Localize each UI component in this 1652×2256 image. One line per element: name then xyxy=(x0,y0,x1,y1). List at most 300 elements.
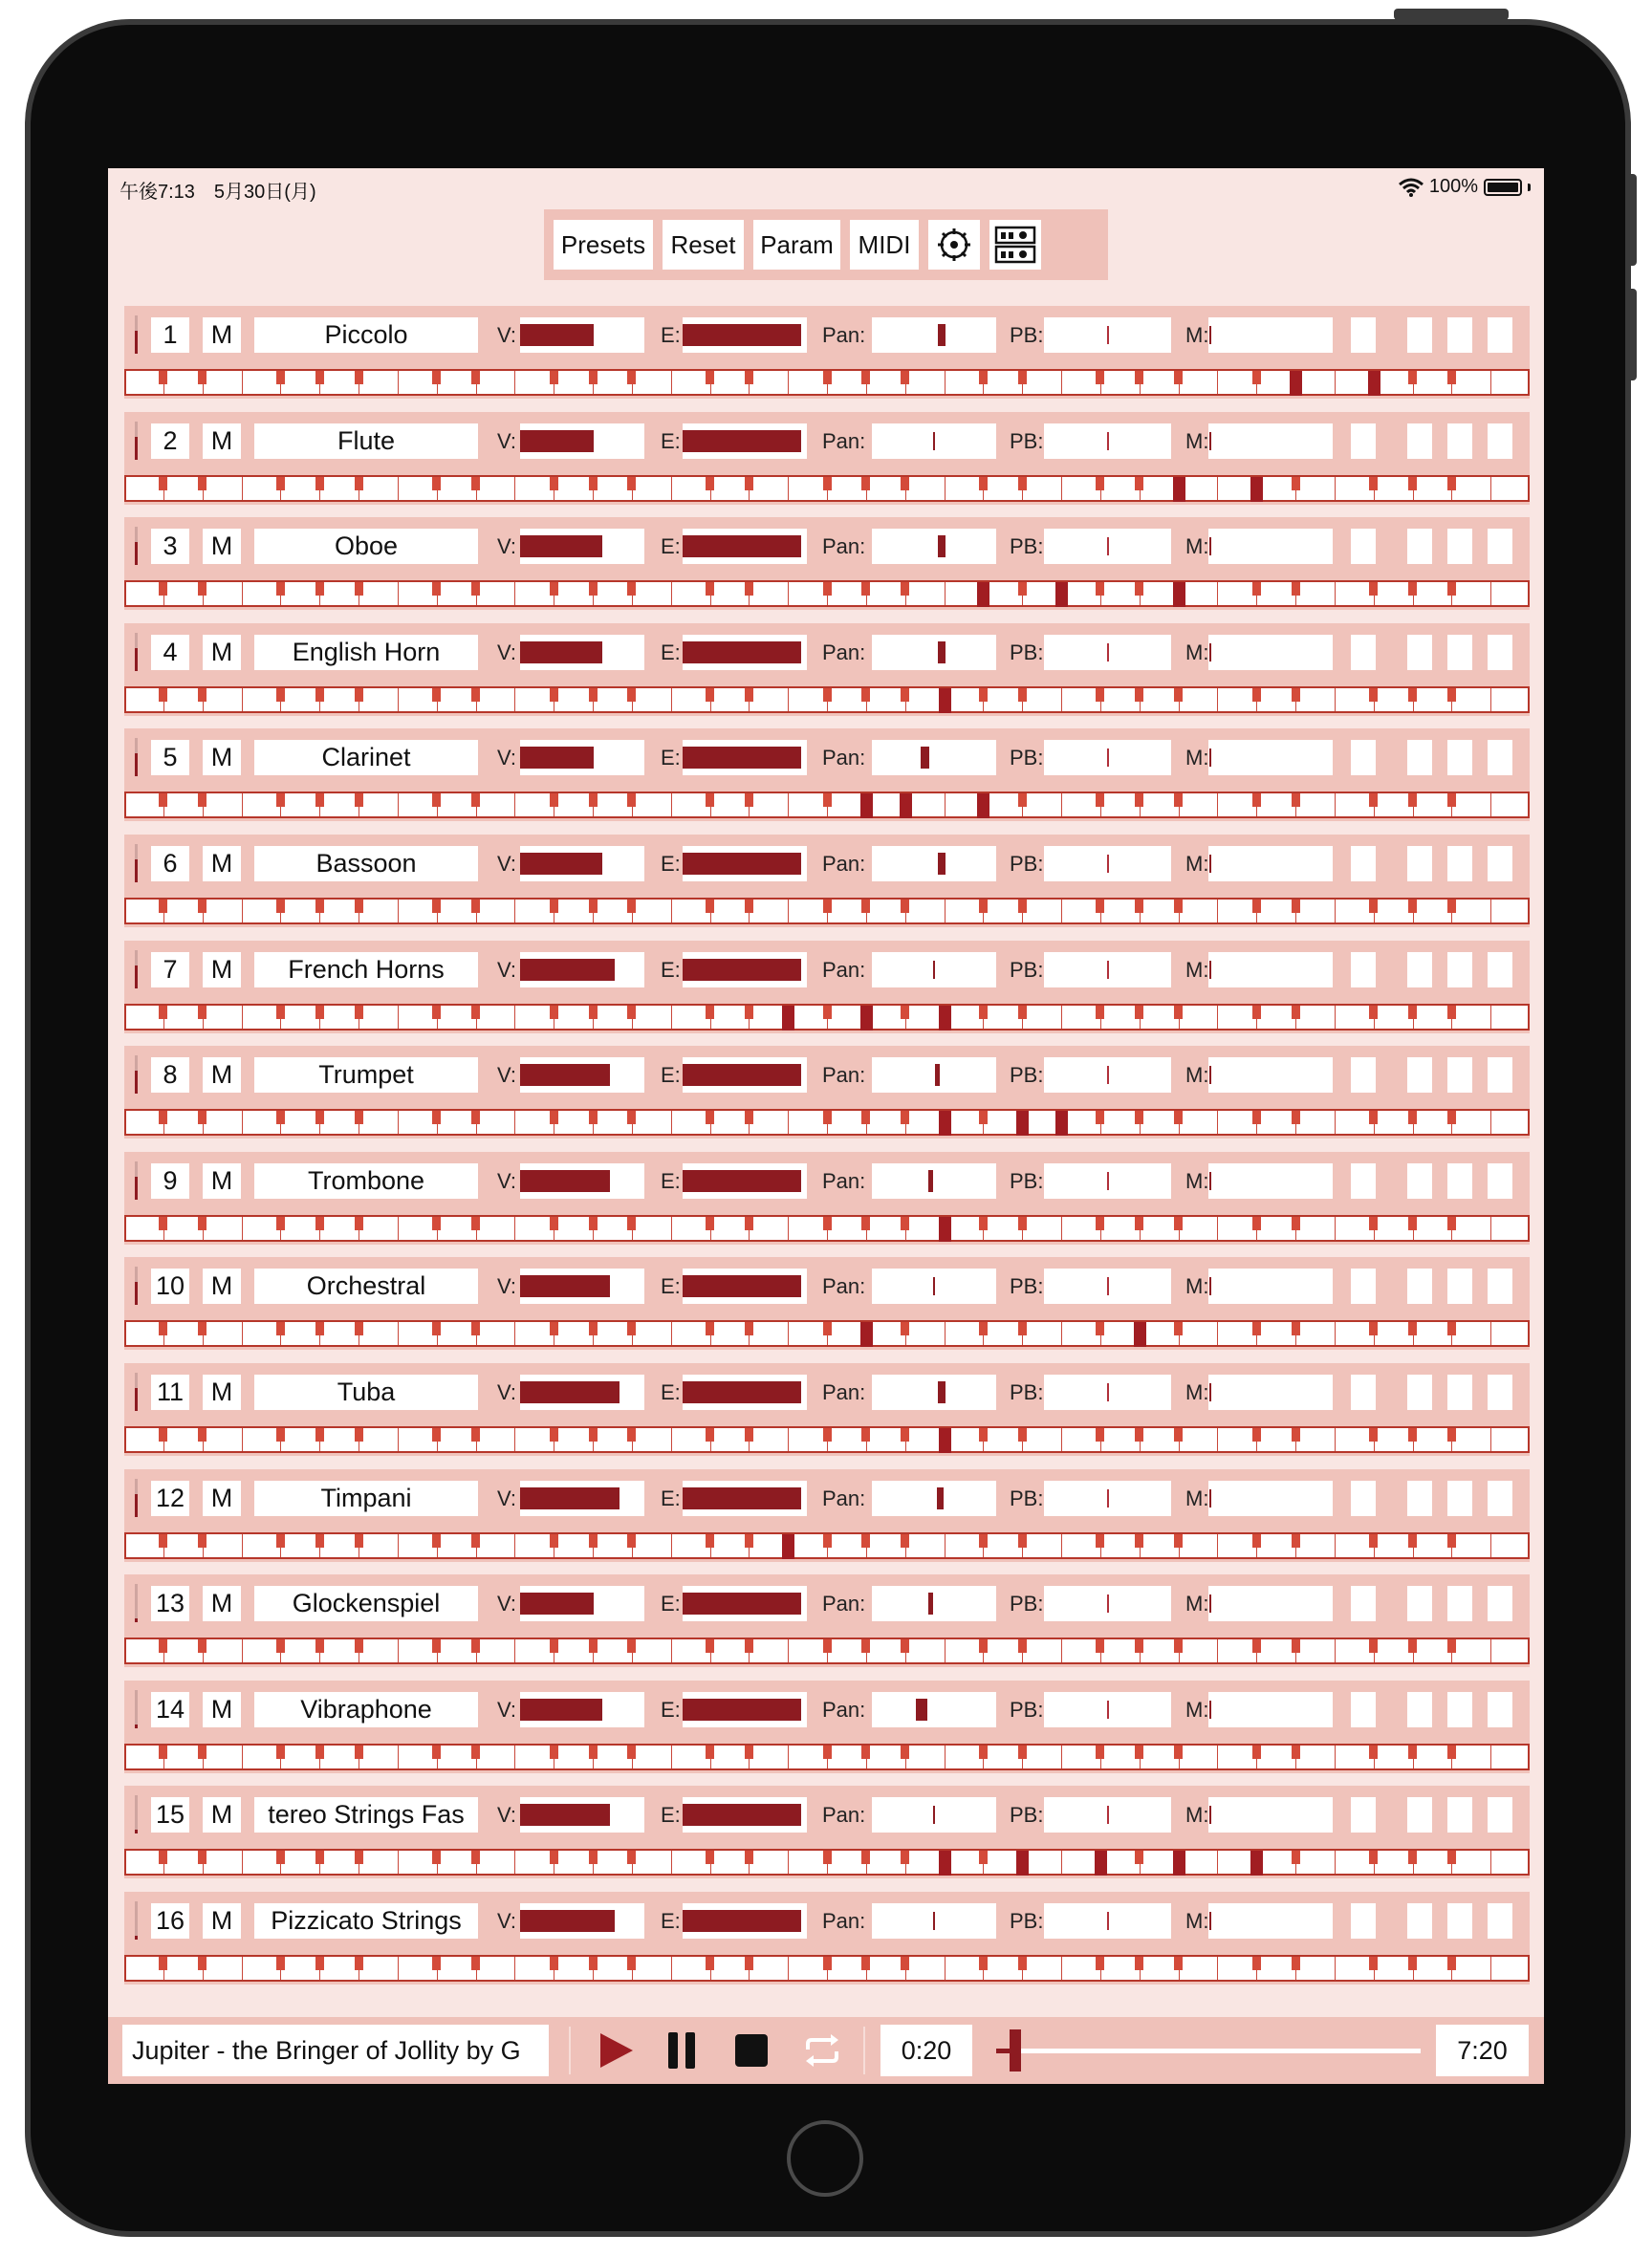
expression-slider[interactable] xyxy=(683,1163,807,1199)
modulation-slider[interactable] xyxy=(1208,1163,1333,1199)
black-key[interactable] xyxy=(471,1746,480,1759)
black-key[interactable] xyxy=(198,1006,206,1019)
black-key[interactable] xyxy=(979,1217,988,1230)
black-key[interactable] xyxy=(1369,688,1378,702)
track-option-box[interactable] xyxy=(1351,1797,1376,1833)
black-key[interactable] xyxy=(198,1111,206,1124)
black-key[interactable] xyxy=(550,1746,558,1759)
instrument-name[interactable]: Oboe xyxy=(254,529,478,564)
black-key[interactable] xyxy=(1096,1006,1104,1019)
black-key[interactable] xyxy=(1096,1534,1104,1548)
track-option-box[interactable] xyxy=(1447,1692,1472,1727)
black-key[interactable] xyxy=(627,1957,636,1970)
black-key[interactable] xyxy=(706,1111,714,1124)
black-key[interactable] xyxy=(432,1217,441,1230)
black-key[interactable] xyxy=(1252,688,1261,702)
black-key[interactable] xyxy=(1135,477,1143,490)
black-key[interactable] xyxy=(1252,1639,1261,1653)
pitch-bend-slider[interactable] xyxy=(1044,1057,1171,1093)
black-key[interactable] xyxy=(198,1851,206,1864)
piano-keyboard[interactable] xyxy=(124,1744,1530,1770)
black-key[interactable] xyxy=(276,1534,285,1548)
black-key[interactable] xyxy=(861,1639,870,1653)
black-key[interactable] xyxy=(1096,793,1104,807)
black-key[interactable] xyxy=(198,1957,206,1970)
expression-slider[interactable] xyxy=(683,317,807,353)
black-key[interactable] xyxy=(1135,688,1143,702)
black-key[interactable] xyxy=(745,477,753,490)
black-key[interactable] xyxy=(276,477,285,490)
track-option-box[interactable] xyxy=(1488,423,1512,459)
black-key[interactable] xyxy=(823,688,832,702)
black-key[interactable] xyxy=(745,793,753,807)
track-option-box[interactable] xyxy=(1351,740,1376,775)
black-key[interactable] xyxy=(355,688,363,702)
modulation-slider[interactable] xyxy=(1208,1375,1333,1410)
black-key[interactable] xyxy=(589,477,598,490)
expression-slider[interactable] xyxy=(683,1481,807,1516)
pan-slider[interactable] xyxy=(872,1269,996,1304)
black-key[interactable] xyxy=(315,1639,324,1653)
track-option-box[interactable] xyxy=(1351,846,1376,881)
pitch-bend-slider[interactable] xyxy=(1044,423,1171,459)
black-key[interactable] xyxy=(1447,900,1456,913)
pitch-bend-slider[interactable] xyxy=(1044,1797,1171,1833)
black-key[interactable] xyxy=(198,477,206,490)
black-key[interactable] xyxy=(979,688,988,702)
track-option-box[interactable] xyxy=(1351,1903,1376,1939)
track-option-box[interactable] xyxy=(1407,1481,1432,1516)
black-key[interactable] xyxy=(1252,1746,1261,1759)
mute-button[interactable]: M xyxy=(203,1797,241,1833)
pan-slider[interactable] xyxy=(872,423,996,459)
black-key[interactable] xyxy=(471,582,480,596)
modulation-slider[interactable] xyxy=(1208,1903,1333,1939)
piano-keyboard[interactable] xyxy=(124,1215,1530,1242)
home-button[interactable] xyxy=(787,2120,863,2197)
piano-keyboard[interactable] xyxy=(124,1532,1530,1559)
black-key[interactable] xyxy=(627,900,636,913)
black-key[interactable] xyxy=(355,793,363,807)
black-key[interactable] xyxy=(861,1746,870,1759)
black-key[interactable] xyxy=(1252,1217,1261,1230)
black-key[interactable] xyxy=(315,688,324,702)
black-key[interactable] xyxy=(745,1957,753,1970)
track-option-box[interactable] xyxy=(1488,1692,1512,1727)
black-key[interactable] xyxy=(1369,582,1378,596)
black-key[interactable] xyxy=(1135,900,1143,913)
black-key[interactable] xyxy=(1174,1428,1183,1442)
modulation-slider[interactable] xyxy=(1208,1269,1333,1304)
black-key[interactable] xyxy=(1447,1639,1456,1653)
black-key[interactable] xyxy=(1408,1428,1417,1442)
modulation-slider[interactable] xyxy=(1208,952,1333,987)
presets-button[interactable]: Presets xyxy=(554,220,653,270)
black-key[interactable] xyxy=(1096,1111,1104,1124)
black-key[interactable] xyxy=(1447,1851,1456,1864)
velocity-slider[interactable] xyxy=(520,1586,644,1621)
black-key[interactable] xyxy=(1252,1006,1261,1019)
black-key[interactable] xyxy=(1292,477,1300,490)
black-key[interactable] xyxy=(1408,1851,1417,1864)
black-key[interactable] xyxy=(706,1322,714,1335)
piano-keyboard[interactable] xyxy=(124,1320,1530,1347)
track-option-box[interactable] xyxy=(1407,423,1432,459)
black-key[interactable] xyxy=(1447,477,1456,490)
black-key[interactable] xyxy=(315,793,324,807)
black-key[interactable] xyxy=(706,1851,714,1864)
piano-keyboard[interactable] xyxy=(124,686,1530,713)
seek-knob[interactable] xyxy=(1010,2029,1021,2072)
black-key[interactable] xyxy=(901,688,909,702)
velocity-slider[interactable] xyxy=(520,529,644,564)
instrument-name[interactable]: Pizzicato Strings xyxy=(254,1903,478,1939)
black-key[interactable] xyxy=(861,900,870,913)
black-key[interactable] xyxy=(627,793,636,807)
black-key[interactable] xyxy=(1292,1746,1300,1759)
black-key[interactable] xyxy=(315,900,324,913)
black-key[interactable] xyxy=(745,1322,753,1335)
black-key[interactable] xyxy=(979,1957,988,1970)
black-key[interactable] xyxy=(1096,1322,1104,1335)
black-key[interactable] xyxy=(1292,1851,1300,1864)
black-key[interactable] xyxy=(432,1534,441,1548)
black-key[interactable] xyxy=(355,1851,363,1864)
black-key[interactable] xyxy=(1408,1006,1417,1019)
black-key[interactable] xyxy=(1096,1428,1104,1442)
black-key[interactable] xyxy=(471,688,480,702)
black-key[interactable] xyxy=(979,900,988,913)
black-key[interactable] xyxy=(979,1534,988,1548)
track-option-box[interactable] xyxy=(1447,1481,1472,1516)
black-key[interactable] xyxy=(355,1534,363,1548)
black-key[interactable] xyxy=(198,1534,206,1548)
track-option-box[interactable] xyxy=(1447,1375,1472,1410)
velocity-slider[interactable] xyxy=(520,1375,644,1410)
track-option-box[interactable] xyxy=(1351,1481,1376,1516)
black-key[interactable] xyxy=(1292,1217,1300,1230)
black-key[interactable] xyxy=(432,900,441,913)
black-key[interactable] xyxy=(276,1639,285,1653)
black-key[interactable] xyxy=(627,688,636,702)
black-key[interactable] xyxy=(355,900,363,913)
black-key[interactable] xyxy=(432,477,441,490)
track-option-box[interactable] xyxy=(1488,1269,1512,1304)
track-option-box[interactable] xyxy=(1407,1797,1432,1833)
black-key[interactable] xyxy=(198,1217,206,1230)
black-key[interactable] xyxy=(432,793,441,807)
pan-slider[interactable] xyxy=(872,529,996,564)
instrument-name[interactable]: Vibraphone xyxy=(254,1692,478,1727)
black-key[interactable] xyxy=(901,1428,909,1442)
black-key[interactable] xyxy=(589,1111,598,1124)
track-option-box[interactable] xyxy=(1488,846,1512,881)
modulation-slider[interactable] xyxy=(1208,423,1333,459)
black-key[interactable] xyxy=(706,1957,714,1970)
track-option-box[interactable] xyxy=(1447,1269,1472,1304)
black-key[interactable] xyxy=(355,1006,363,1019)
instrument-name[interactable]: tereo Strings Fas xyxy=(254,1797,478,1833)
black-key[interactable] xyxy=(1369,900,1378,913)
black-key[interactable] xyxy=(276,1217,285,1230)
black-key[interactable] xyxy=(1096,1746,1104,1759)
black-key[interactable] xyxy=(550,477,558,490)
black-key[interactable] xyxy=(159,1746,167,1759)
black-key[interactable] xyxy=(901,1111,909,1124)
black-key[interactable] xyxy=(198,793,206,807)
black-key[interactable] xyxy=(901,900,909,913)
black-key[interactable] xyxy=(706,793,714,807)
settings-button[interactable] xyxy=(928,220,980,270)
black-key[interactable] xyxy=(1292,1322,1300,1335)
black-key[interactable] xyxy=(1447,1534,1456,1548)
black-key[interactable] xyxy=(471,1322,480,1335)
track-option-box[interactable] xyxy=(1351,1163,1376,1199)
seek-track[interactable] xyxy=(996,2049,1421,2053)
modulation-slider[interactable] xyxy=(1208,635,1333,670)
black-key[interactable] xyxy=(861,1957,870,1970)
black-key[interactable] xyxy=(1252,582,1261,596)
track-option-box[interactable] xyxy=(1351,952,1376,987)
track-option-box[interactable] xyxy=(1407,1903,1432,1939)
black-key[interactable] xyxy=(1018,1006,1027,1019)
black-key[interactable] xyxy=(1096,1957,1104,1970)
pan-slider[interactable] xyxy=(872,1797,996,1833)
black-key[interactable] xyxy=(432,1957,441,1970)
black-key[interactable] xyxy=(979,1851,988,1864)
mute-button[interactable]: M xyxy=(203,1692,241,1727)
expression-slider[interactable] xyxy=(683,1057,807,1093)
pitch-bend-slider[interactable] xyxy=(1044,740,1171,775)
black-key[interactable] xyxy=(198,1428,206,1442)
black-key[interactable] xyxy=(1174,900,1183,913)
black-key[interactable] xyxy=(1447,1006,1456,1019)
black-key[interactable] xyxy=(1174,1746,1183,1759)
track-option-box[interactable] xyxy=(1488,1797,1512,1833)
black-key[interactable] xyxy=(1135,1111,1143,1124)
velocity-slider[interactable] xyxy=(520,740,644,775)
black-key[interactable] xyxy=(355,477,363,490)
track-option-box[interactable] xyxy=(1407,846,1432,881)
black-key[interactable] xyxy=(901,1006,909,1019)
piano-keyboard[interactable] xyxy=(124,792,1530,818)
track-option-box[interactable] xyxy=(1351,1375,1376,1410)
black-key[interactable] xyxy=(861,582,870,596)
track-option-box[interactable] xyxy=(1447,1163,1472,1199)
black-key[interactable] xyxy=(276,1851,285,1864)
black-key[interactable] xyxy=(589,1746,598,1759)
black-key[interactable] xyxy=(550,1428,558,1442)
expression-slider[interactable] xyxy=(683,1586,807,1621)
black-key[interactable] xyxy=(627,477,636,490)
black-key[interactable] xyxy=(823,1851,832,1864)
black-key[interactable] xyxy=(589,371,598,384)
black-key[interactable] xyxy=(823,1111,832,1124)
black-key[interactable] xyxy=(1369,1534,1378,1548)
black-key[interactable] xyxy=(276,1957,285,1970)
black-key[interactable] xyxy=(901,1851,909,1864)
black-key[interactable] xyxy=(550,1322,558,1335)
black-key[interactable] xyxy=(1252,793,1261,807)
black-key[interactable] xyxy=(315,582,324,596)
mute-button[interactable]: M xyxy=(203,1481,241,1516)
modulation-slider[interactable] xyxy=(1208,1692,1333,1727)
black-key[interactable] xyxy=(198,900,206,913)
track-option-box[interactable] xyxy=(1447,846,1472,881)
velocity-slider[interactable] xyxy=(520,952,644,987)
black-key[interactable] xyxy=(471,1111,480,1124)
black-key[interactable] xyxy=(1096,582,1104,596)
black-key[interactable] xyxy=(198,371,206,384)
black-key[interactable] xyxy=(1135,1217,1143,1230)
black-key[interactable] xyxy=(198,1322,206,1335)
black-key[interactable] xyxy=(861,1851,870,1864)
mute-button[interactable]: M xyxy=(203,846,241,881)
velocity-slider[interactable] xyxy=(520,1481,644,1516)
black-key[interactable] xyxy=(1174,1639,1183,1653)
black-key[interactable] xyxy=(159,1639,167,1653)
black-key[interactable] xyxy=(1018,1217,1027,1230)
black-key[interactable] xyxy=(1447,688,1456,702)
black-key[interactable] xyxy=(1174,1957,1183,1970)
pan-slider[interactable] xyxy=(872,952,996,987)
black-key[interactable] xyxy=(276,1428,285,1442)
black-key[interactable] xyxy=(1174,1217,1183,1230)
black-key[interactable] xyxy=(1292,1111,1300,1124)
black-key[interactable] xyxy=(823,1639,832,1653)
black-key[interactable] xyxy=(550,1957,558,1970)
black-key[interactable] xyxy=(471,371,480,384)
black-key[interactable] xyxy=(1408,793,1417,807)
black-key[interactable] xyxy=(1408,900,1417,913)
black-key[interactable] xyxy=(159,1428,167,1442)
velocity-slider[interactable] xyxy=(520,846,644,881)
black-key[interactable] xyxy=(1096,900,1104,913)
instrument-name[interactable]: Clarinet xyxy=(254,740,478,775)
piano-keyboard[interactable] xyxy=(124,1849,1530,1876)
black-key[interactable] xyxy=(1252,1111,1261,1124)
black-key[interactable] xyxy=(901,1322,909,1335)
black-key[interactable] xyxy=(159,1534,167,1548)
instrument-name[interactable]: Bassoon xyxy=(254,846,478,881)
black-key[interactable] xyxy=(1174,688,1183,702)
black-key[interactable] xyxy=(355,1428,363,1442)
black-key[interactable] xyxy=(1447,793,1456,807)
black-key[interactable] xyxy=(471,1217,480,1230)
black-key[interactable] xyxy=(823,1006,832,1019)
mute-button[interactable]: M xyxy=(203,1903,241,1939)
black-key[interactable] xyxy=(1408,1534,1417,1548)
black-key[interactable] xyxy=(1135,1957,1143,1970)
black-key[interactable] xyxy=(159,793,167,807)
pitch-bend-slider[interactable] xyxy=(1044,1481,1171,1516)
piano-keyboard[interactable] xyxy=(124,1955,1530,1982)
instrument-name[interactable]: Trumpet xyxy=(254,1057,478,1093)
piano-keyboard[interactable] xyxy=(124,1426,1530,1453)
black-key[interactable] xyxy=(589,1639,598,1653)
black-key[interactable] xyxy=(823,1957,832,1970)
black-key[interactable] xyxy=(159,900,167,913)
black-key[interactable] xyxy=(1018,1639,1027,1653)
mute-button[interactable]: M xyxy=(203,740,241,775)
black-key[interactable] xyxy=(706,1639,714,1653)
reset-button[interactable]: Reset xyxy=(663,220,744,270)
track-option-box[interactable] xyxy=(1488,317,1512,353)
black-key[interactable] xyxy=(745,1428,753,1442)
piano-keyboard[interactable] xyxy=(124,1109,1530,1136)
repeat-icon[interactable] xyxy=(804,2032,840,2069)
black-key[interactable] xyxy=(276,582,285,596)
black-key[interactable] xyxy=(706,1428,714,1442)
black-key[interactable] xyxy=(901,582,909,596)
black-key[interactable] xyxy=(706,477,714,490)
black-key[interactable] xyxy=(1096,477,1104,490)
track-option-box[interactable] xyxy=(1407,1586,1432,1621)
black-key[interactable] xyxy=(1135,1006,1143,1019)
black-key[interactable] xyxy=(979,1111,988,1124)
mute-button[interactable]: M xyxy=(203,529,241,564)
black-key[interactable] xyxy=(823,477,832,490)
black-key[interactable] xyxy=(1447,1957,1456,1970)
black-key[interactable] xyxy=(706,688,714,702)
black-key[interactable] xyxy=(589,582,598,596)
instrument-name[interactable]: Piccolo xyxy=(254,317,478,353)
black-key[interactable] xyxy=(627,1322,636,1335)
black-key[interactable] xyxy=(861,1428,870,1442)
black-key[interactable] xyxy=(550,900,558,913)
black-key[interactable] xyxy=(1018,582,1027,596)
track-option-box[interactable] xyxy=(1447,1586,1472,1621)
track-option-box[interactable] xyxy=(1447,529,1472,564)
black-key[interactable] xyxy=(1408,371,1417,384)
black-key[interactable] xyxy=(861,1111,870,1124)
piano-keyboard[interactable] xyxy=(124,475,1530,502)
black-key[interactable] xyxy=(1447,1111,1456,1124)
black-key[interactable] xyxy=(627,1428,636,1442)
black-key[interactable] xyxy=(823,1428,832,1442)
instrument-name[interactable]: Timpani xyxy=(254,1481,478,1516)
black-key[interactable] xyxy=(706,1217,714,1230)
velocity-slider[interactable] xyxy=(520,1163,644,1199)
piano-keyboard[interactable] xyxy=(124,898,1530,924)
black-key[interactable] xyxy=(706,900,714,913)
track-option-box[interactable] xyxy=(1488,1481,1512,1516)
black-key[interactable] xyxy=(901,1746,909,1759)
black-key[interactable] xyxy=(1018,1322,1027,1335)
velocity-slider[interactable] xyxy=(520,1269,644,1304)
black-key[interactable] xyxy=(1292,793,1300,807)
track-option-box[interactable] xyxy=(1488,1163,1512,1199)
expression-slider[interactable] xyxy=(683,1375,807,1410)
pitch-bend-slider[interactable] xyxy=(1044,317,1171,353)
modulation-slider[interactable] xyxy=(1208,740,1333,775)
black-key[interactable] xyxy=(979,477,988,490)
black-key[interactable] xyxy=(1447,582,1456,596)
mute-button[interactable]: M xyxy=(203,1375,241,1410)
black-key[interactable] xyxy=(589,1534,598,1548)
black-key[interactable] xyxy=(1018,477,1027,490)
black-key[interactable] xyxy=(198,582,206,596)
black-key[interactable] xyxy=(627,1111,636,1124)
expression-slider[interactable] xyxy=(683,1903,807,1939)
expression-slider[interactable] xyxy=(683,1269,807,1304)
black-key[interactable] xyxy=(159,1006,167,1019)
black-key[interactable] xyxy=(823,793,832,807)
black-key[interactable] xyxy=(550,1639,558,1653)
piano-keyboard[interactable] xyxy=(124,1004,1530,1030)
instrument-name[interactable]: Tuba xyxy=(254,1375,478,1410)
track-option-box[interactable] xyxy=(1447,423,1472,459)
